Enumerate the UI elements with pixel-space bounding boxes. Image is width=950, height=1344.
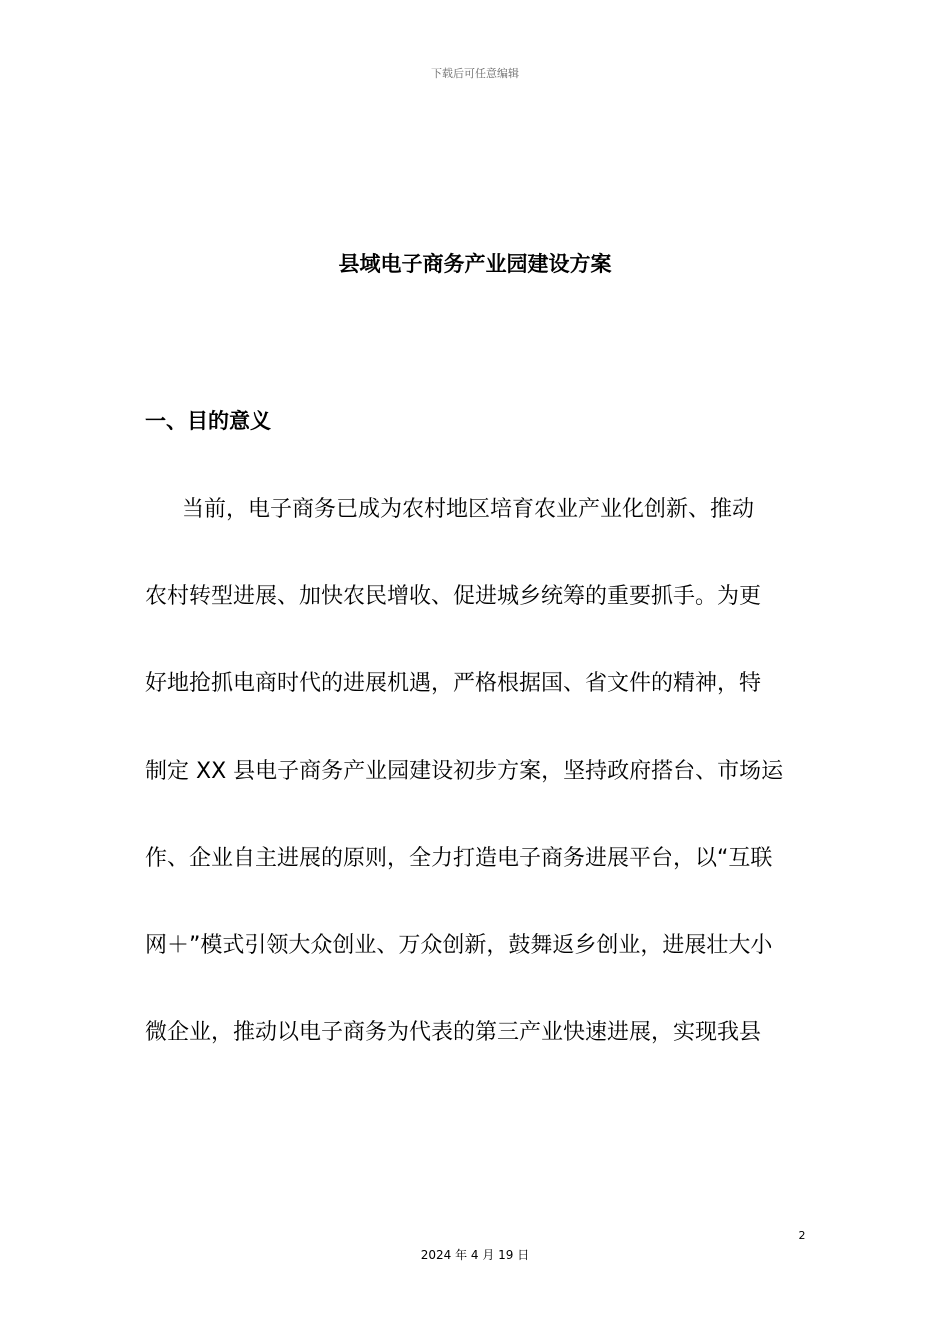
- document-title: 县域电子商务产业园建设方案: [338, 252, 612, 276]
- paragraph-line: 当前，电子商务已成为农村地区培育农业产业化创新、推动: [182, 497, 755, 522]
- page-header: 下载后可任意编辑: [431, 67, 519, 80]
- footer-date: 2024 年 4 月 19 日: [420, 1248, 530, 1262]
- paragraph-line: 微企业，推动以电子商务为代表的第三产业快速进展，实现我县: [145, 1020, 762, 1046]
- paragraph-line: 网＋”模式引领大众创业、万众创新，鼓舞返乡创业，进展壮大小: [145, 932, 773, 958]
- paragraph-line: 制定 XX 县电子商务产业园建设初步方案，坚持政府搭台、市场运: [145, 758, 784, 784]
- paragraph-line: 好地抢抓电商时代的进展机遇，严格根据国、省文件的精神，特: [145, 671, 762, 697]
- section-heading: 一、目的意义: [145, 409, 271, 433]
- paragraph-line: 农村转型进展、加快农民增收、促进城乡统筹的重要抓手。为更: [145, 584, 762, 610]
- paragraph-line: 作、企业自主进展的原则，全力打造电子商务进展平台，以“互联: [145, 845, 773, 871]
- body-paragraph: [145, 492, 815, 1102]
- page-number: 2: [798, 1229, 806, 1242]
